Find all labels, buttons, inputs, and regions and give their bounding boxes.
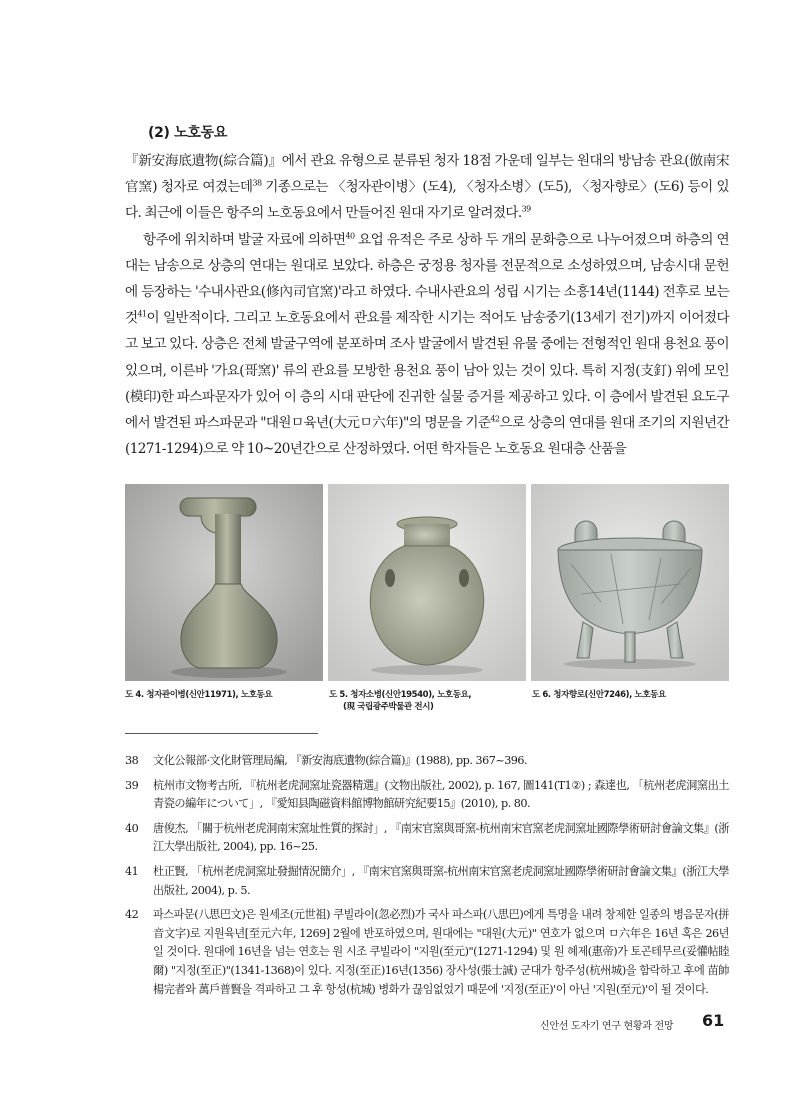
running-footer-title: 신안선 도자기 연구 현황과 전망 [540,1021,674,1032]
footnote-text: 杜正賢, 「杭州老虎洞窯址發掘情況簡介」, 『南宋官窯與哥窯-杭州南宋官窯老虎洞窯址國際學術研討會論文集』(浙江大學出版社, 2004), p. 5. [153,864,729,897]
footnote-ref-42[interactable]: 42 [490,414,500,424]
figure-5-caption-line2: (現 국립광주박물관 전시) [343,702,434,712]
figure-celadon-vase-image [125,484,323,681]
figure-6-caption: 도 6. 청자향로(신안7246), 노호동요 [532,690,666,700]
celadon-tube-ear-vase-icon [125,484,323,681]
footnote-number: 38 [125,754,139,767]
paragraph-2-text-d: 으로 상층의 연대를 원대 조기의 지원년간(1271-1294)으로 약 10~20년간으로 산정하였다. 어떤 학자들은 노호동요 원대층 산품을 [125,415,729,458]
paragraph-2 [125,227,729,463]
figure-4-caption: 도 4. 청자관이병(신안11971), 노호동요 [125,690,273,700]
footnote-38 [125,752,729,771]
paragraph-1 [125,148,729,227]
paragraph-2-text-c: 이 일반적이다. 그리고 노호동요에서 관요를 제작한 시기는 적어도 남송중기(13세기 전기)까지 이어졌다고 보고 있다. 상층은 전체 발굴구역에 분포하며 조사 발굴에서 발견된 유물 중에는 전형적인 원대 용천요 풍이 있으며, 이른바 '가요(哥窯)' 류의 관요를 모방한 용천요 풍이 남아 있는 것이 있다. 특히 지정(支釘) 위에 모인(模印)한 파스파문자가 있어 이 층의 시대 판단에 진귀한 실물 증거를 제공하고 있다. 이 층에서 발견된 요도구에서 발견된 파스파문과 "대원ㅁ육년(大元ㅁ六年)"의 명문을 기준 [125,310,729,432]
paragraph-2-text-a: 항주에 위치하며 발굴 자료에 의하면 [143,231,346,248]
footnote-39 [125,777,729,814]
footnote-ref-39[interactable]: 39 [521,204,531,214]
footnote-ref-41[interactable]: 41 [137,309,147,319]
paragraph-1-text-a: 『新安海底遺物(綜合篇)』에서 관요 유형으로 분류된 청자 18점 가운데 일부는 원대의 방남송 관요(倣南宋官窯) 청자로 여겼는데 [125,153,729,196]
body-text [125,148,729,462]
figure-celadon-censer-image [531,484,729,681]
footnote-text: 文化公報部·文化財管理局編, 『新安海底遺物(綜合篇)』(1988), pp. 367~396. [153,754,528,767]
footnote-40 [125,820,729,857]
figure-5-caption [329,689,471,713]
footnote-42 [125,906,729,999]
section-heading: (2) 노호동요 [148,125,228,141]
celadon-small-jar-icon [328,484,526,681]
footnote-number: 40 [125,821,139,835]
footnote-ref-38[interactable]: 38 [252,178,262,188]
footnote-text: 杭州市文物考古所, 『杭州老虎洞窯址瓷器精選』(文物出版社, 2002), p. 167, 圖141(T1②) ; 森達也, 「杭州老虎洞窯出土青瓷の編年について」, 『愛知县陶磁資料館博物館研究紀要15』(2010), p. 80. [153,778,729,811]
footnote-number: 39 [125,778,139,792]
footnote-text: 파스파문(八思巴文)은 원세조(元世祖) 쿠빌라이(忽必烈)가 국사 파스파(八思巴)에게 특명을 내려 창제한 일종의 병음문자(拼音文字)로 지원육년[至元六年, 1269] 2월에 반포하였으며, 원대에는 "대원(大元)" 연호가 없으며 ㅁ六年은 16년 혹은 26년일 것이다. 원대에 16년을 넘는 연호는 원 시조 쿠빌라이 "지원(至元)"(1271-1294) 및 원 혜제(惠帝)가 토곤테무르(妥懽帖睦爾) "지정(至正)"(1341-1368)이 있다. 지정(至正)16년(1356) 장사성(張士誠) 군대가 항주성(杭州城)을 함락하고 후에 苗帥楊完者와 萬戶普賢을 격파하고 그 후 항성(杭城) 병화가 끊임없었기 때문에 '지정(至正)'이 아닌 '지원(至元)'이 될 것이다. [153,908,729,996]
figure-row [125,484,729,681]
footnotes [125,752,729,1005]
figure-celadon-jar-image [328,484,526,681]
page-number: 61 [702,1011,725,1030]
paragraph-1-text-b: 기종으로는 〈청자관이병〉(도4), 〈청자소병〉(도5), 〈청자향로〉(도6) 등이 있다. 최근에 이들은 항주의 노호동요에서 만들어진 원대 자기로 알려졌다. [125,179,729,222]
footnote-divider [125,733,318,734]
celadon-tripod-censer-icon [531,484,729,681]
figure-5-caption-line1: 도 5. 청자소병(신안19540), 노호동요, [329,690,472,700]
footnote-text: 唐俊杰, 「關于杭州老虎洞南宋窯址性質的探討」, 『南宋官窯與哥窯-杭州南宋官窯老虎洞窯址國際學術研討會論文集』(浙江大學出版社, 2004), pp. 16~25. [153,821,729,854]
footnote-41 [125,863,729,900]
paragraph-2-text-b: 요업 유적은 주로 상하 두 개의 문화층으로 나누어졌으며 하층의 연대는 남송으로 상층의 연대는 원대로 보았다. 하층은 궁정용 청자를 전문적으로 소성하였으며, 남송시대 문헌에 등장하는 '수내사관요(修內司官窯)'라고 하였다. 수내사관요의 성립 시기는 소흥14년(1144) 전후로 보는 것 [125,231,730,327]
footnote-number: 41 [125,864,139,878]
footnote-ref-40[interactable]: 40 [345,231,355,241]
footnote-number: 42 [125,908,139,922]
